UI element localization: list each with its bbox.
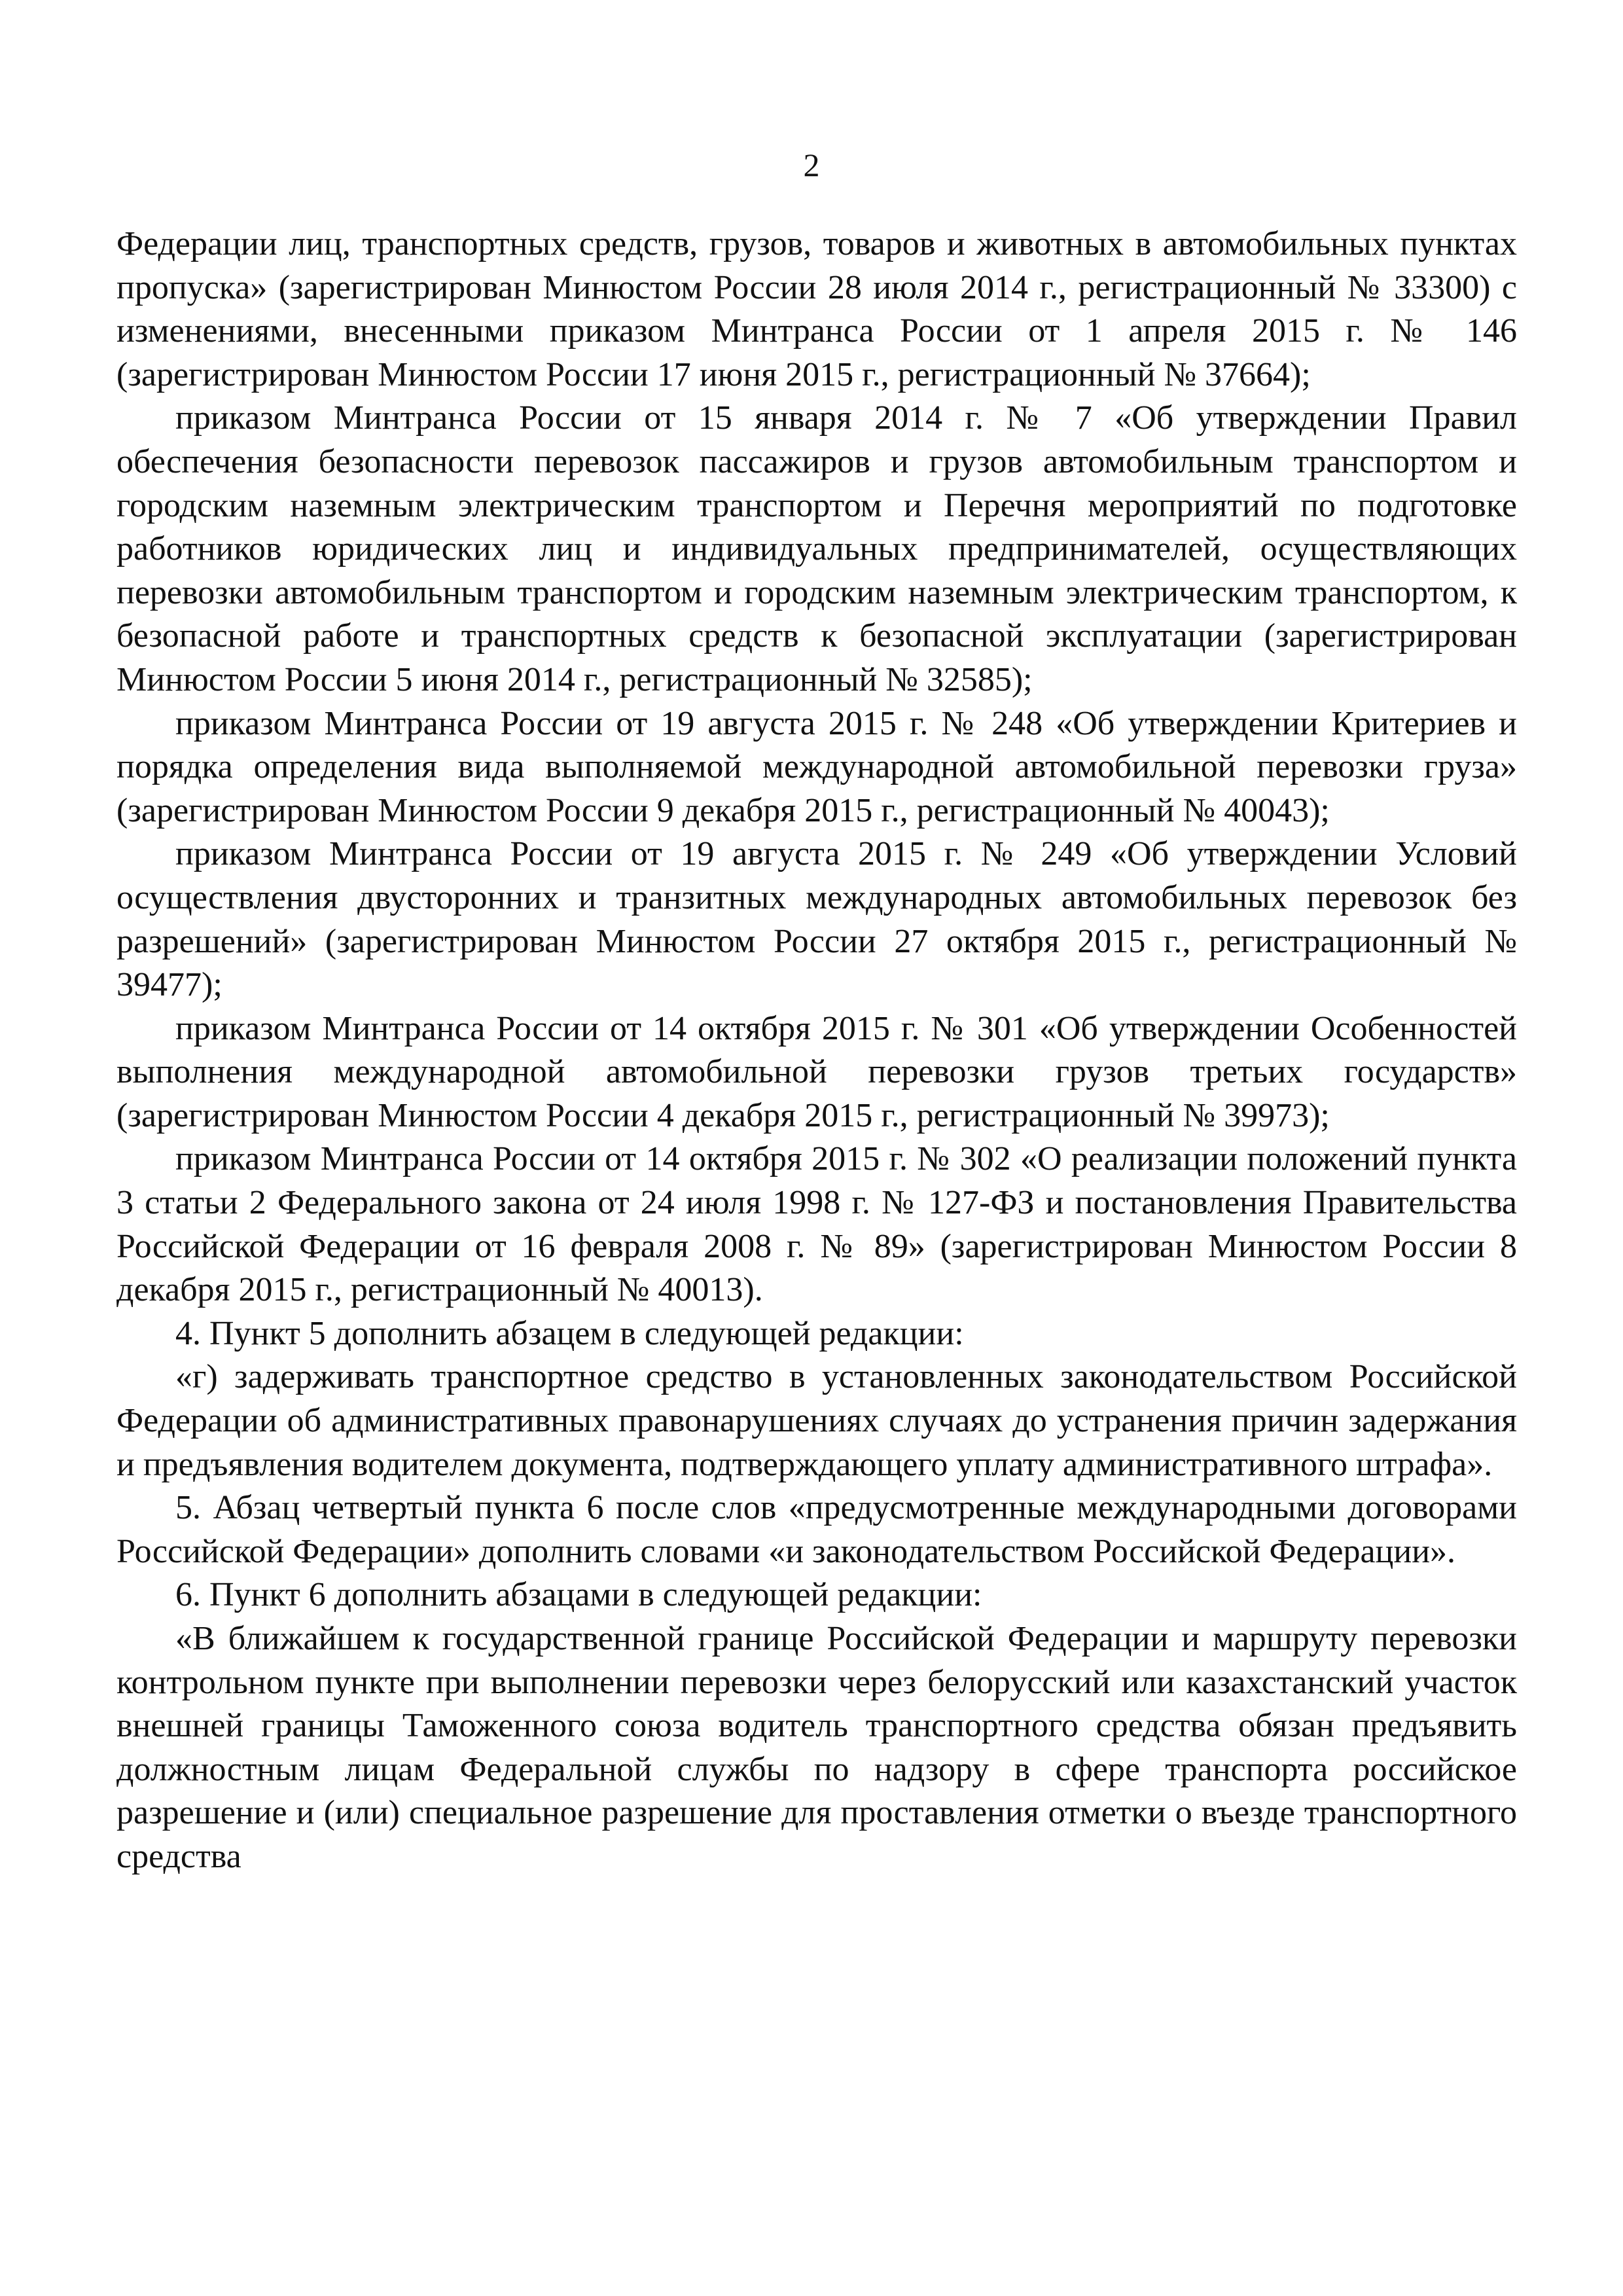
paragraph-order-248: приказом Минтранса России от 19 августа 2015 г. № 248 «Об утверждении Критериев и порядка определения вида выполняемой международной автомобильной перевозки груза» (зарегистрирован Минюстом России 9 декабря 2015 г., регистрационный № 40043); [116,704,1517,829]
paragraph-item-6-text: «В ближайшем к государственной границе Российской Федерации и маршруту перевозки контрольном пункте при выполнении перевозки через белорусский или казахстанский участок внешней границы Таможенного союза водитель транспортного средства обязан предъявить должностным лицам Федеральной службы по надзору в сфере транспорта российское разрешение и (или) специальное разрешение для проставления отметки о въезде транспортного средства [116,1620,1517,1875]
paragraph-order-249: приказом Минтранса России от 19 августа 2015 г. № 249 «Об утверждении Условий осуществления двусторонних и транзитных международных автомобильных перевозок без разрешений» (зарегистрирован Минюстом России 27 октября 2015 г., регистрационный № 39477); [116,835,1517,1004]
page-number: 2 [803,147,820,183]
paragraph-item-6: 6. Пункт 6 дополнить абзацами в следующей редакции: [175,1576,982,1614]
paragraph-item-4: 4. Пункт 5 дополнить абзацем в следующей редакции: [175,1314,964,1352]
paragraph-item-5: 5. Абзац четвертый пункта 6 после слов «предусмотренные международными договорами Российской Федерации» дополнить словами «и законодательством Российской Федерации». [116,1489,1517,1570]
paragraph-continuation: Федерации лиц, транспортных средств, грузов, товаров и животных в автомобильных пунктах пропуска» (зарегистрирован Минюстом России 28 июля 2014 г., регистрационный № 33300) с изменениями, внесенными приказом Минтранса России от 1 апреля 2015 г. № 146 (зарегистрирован Минюстом России 17 июня 2015 г., регистрационный № 37664); [116,225,1517,393]
paragraph-order-301: приказом Минтранса России от 14 октября 2015 г. № 301 «Об утверждении Особенностей выполнения международной автомобильной перевозки грузов третьих государств» (зарегистрирован Минюстом России 4 декабря 2015 г., регистрационный № 39973); [116,1009,1517,1134]
paragraph-order-7: приказом Минтранса России от 15 января 2014 г. № 7 «Об утверждении Правил обеспечения безопасности перевозок пассажиров и грузов автомобильным транспортом и городским наземным электрическим транспортом и Перечня мероприятий по подготовке работников юридических лиц и индивидуальных предпринимателей, осуществляющих перевозки автомобильным транспортом и городским наземным электрическим транспортом, к безопасной работе и транспортных средств к безопасной эксплуатации (зарегистрирован Минюстом России 5 июня 2014 г., регистрационный № 32585); [116,399,1517,698]
document-body [116,223,1517,1879]
paragraph-item-4-text: «г) задерживать транспортное средство в установленных законодательством Российской Федерации об административных правонарушениях случаях до устранения причин задержания и предъявления водителем документа, подтверждающего уплату административного штрафа». [116,1358,1517,1483]
paragraph-order-302: приказом Минтранса России от 14 октября 2015 г. № 302 «О реализации положений пункта 3 статьи 2 Федерального закона от 24 июля 1998 г. № 127-ФЗ и постановления Правительства Российской Федерации от 16 февраля 2008 г. № 89» (зарегистрирован Минюстом России 8 декабря 2015 г., регистрационный № 40013). [116,1140,1517,1309]
